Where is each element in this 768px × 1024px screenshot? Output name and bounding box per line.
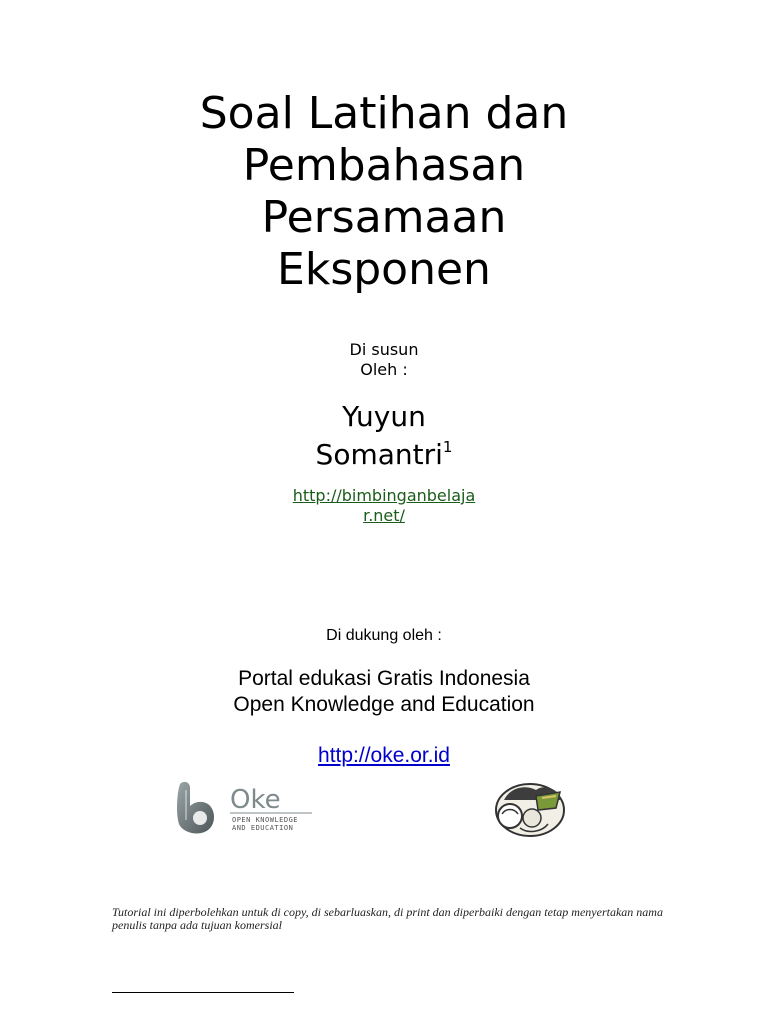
logo-tagline: OPEN KNOWLEDGE [232,816,299,824]
document-title [0,88,768,296]
author-last-name-line [0,436,768,474]
oke-logo [172,776,322,838]
byline [0,340,768,380]
hand-icon [177,782,214,834]
portal-line: Open Knowledge and Education [233,693,535,716]
support-heading: Di dukung oleh : [326,627,442,644]
portal-line: Portal edukasi Gratis Indonesia [238,667,530,690]
mascot-logo [484,770,574,840]
blog-link-line[interactable]: r.net/ [363,506,405,525]
logo-name: Oke [230,785,281,815]
blog-link[interactable] [0,486,768,526]
title-line: Pembahasan [242,140,526,191]
logo-tagline: AND EDUCATION [232,824,294,832]
byline-line: Di susun [349,340,419,359]
author-last-name: Somantri [315,438,443,471]
author-first-name: Yuyun [342,400,426,433]
footer-note: Tutorial ini diperbolehkan untuk di copy, di sebarluaskan, di print dan diperbaiki dengan tetap menyertakan nama penulis tanpa ada tujuan komersial [112,905,663,932]
byline-line: Oleh : [360,360,408,379]
title-line: Persamaan [261,192,507,243]
author-name [0,398,768,474]
title-line: Soal Latihan dan [199,88,569,139]
footnote-separator [112,992,294,993]
oke-link[interactable]: http://oke.or.id [318,744,450,767]
portal-description [0,666,768,718]
title-line: Eksponen [277,244,491,295]
footnote-mark[interactable]: 1 [442,438,453,456]
blog-link-line[interactable]: http://bimbinganbelaja [292,486,476,505]
